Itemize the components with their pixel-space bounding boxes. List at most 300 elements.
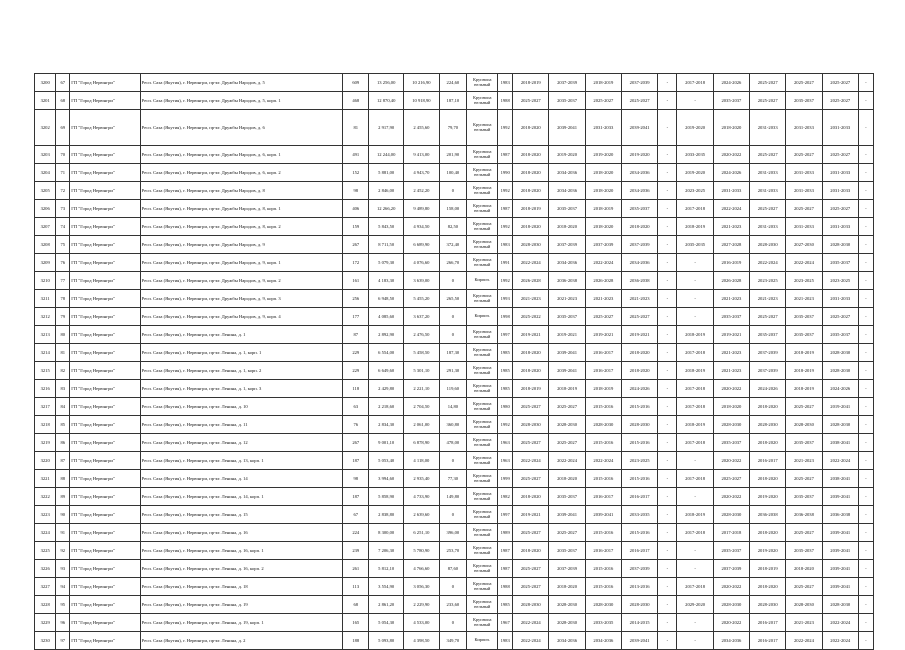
period-3-cell: 2018-2020 — [585, 182, 621, 200]
period-10-cell: 2022-2024 — [822, 632, 858, 650]
organization-cell: ГП "Город Нерюнгри" — [70, 236, 140, 254]
table-row — [35, 92, 874, 110]
period-6-cell: 2018-2019 — [677, 506, 713, 524]
organization-cell: ГП "Город Нерюнгри" — [70, 254, 140, 272]
period-9-cell: 2028-2030 — [786, 416, 822, 434]
period-4-cell: 2034-2036 — [621, 182, 657, 200]
address-cell: Респ. Саха (Якутия), г. Нерюнгри, пр-кт. Ленина, д. 10 — [140, 398, 343, 416]
living-area-cell: 2 476,50 — [404, 326, 439, 344]
period-8-cell: 2025-2027 — [750, 74, 786, 92]
table-row — [35, 470, 874, 488]
organization-cell: ГП "Город Нерюнгри" — [70, 74, 140, 92]
period-11-cell: - — [858, 182, 873, 200]
row-number-cell: 3225 — [35, 542, 56, 560]
period-6-cell: 2017-2018 — [677, 200, 713, 218]
row-number-cell: 3216 — [35, 380, 56, 398]
nonresidential-area-cell: 82,50 — [439, 218, 467, 236]
period-7-cell: 2020-2022 — [713, 452, 749, 470]
period-9-cell: 2021-2023 — [786, 614, 822, 632]
address-cell: Респ. Саха (Якутия), г. Нерюнгри, пр-кт. Ленина, д. 19, корп. 1 — [140, 614, 343, 632]
period-4-cell: 2035-2037 — [621, 200, 657, 218]
period-2-cell: 2039-2041 — [549, 506, 585, 524]
row-index-cell: 81 — [56, 344, 70, 362]
period-4-cell: 2033-2035 — [621, 506, 657, 524]
row-number-cell: 3215 — [35, 362, 56, 380]
period-2-cell: 2022-2024 — [549, 452, 585, 470]
period-10-cell: 2038-2041 — [822, 470, 858, 488]
apartments-cell: 165 — [343, 614, 369, 632]
period-3-cell: 2019-2021 — [585, 326, 621, 344]
period-10-cell: 2031-2033 — [822, 218, 858, 236]
row-index-cell: 90 — [56, 506, 70, 524]
period-4-cell: 2021-2023 — [621, 290, 657, 308]
period-4-cell: 2037-2039 — [621, 74, 657, 92]
organization-cell: ГП "Город Нерюнгри" — [70, 470, 140, 488]
row-index-cell: 70 — [56, 146, 70, 164]
wall-material-cell: Крупнопа нельный — [467, 218, 498, 236]
period-11-cell: - — [858, 308, 873, 326]
table-row — [35, 182, 874, 200]
row-index-cell: 79 — [56, 308, 70, 326]
row-index-cell: 87 — [56, 452, 70, 470]
address-cell: Респ. Саха (Якутия), г. Нерюнгри, пр-кт. Ленина, д. 14, корп. 1 — [140, 488, 343, 506]
period-11-cell: - — [858, 578, 873, 596]
table-row — [35, 488, 874, 506]
nonresidential-area-cell: 0 — [439, 272, 467, 290]
table-row — [35, 218, 874, 236]
organization-cell: ГП "Город Нерюнгри" — [70, 560, 140, 578]
period-2-cell: 2025-2027 — [549, 398, 585, 416]
period-6-cell: 2017-2018 — [677, 434, 713, 452]
period-1-cell: 2025-2027 — [513, 434, 549, 452]
period-5-cell: - — [658, 182, 677, 200]
period-7-cell: 2022-2024 — [713, 200, 749, 218]
table-row — [35, 74, 874, 92]
apartments-cell: 63 — [343, 398, 369, 416]
period-9-cell: 2021-2023 — [786, 452, 822, 470]
row-index-cell: 94 — [56, 578, 70, 596]
period-5-cell: - — [658, 578, 677, 596]
period-7-cell: 2031-2033 — [713, 182, 749, 200]
build-year-cell: 1990 — [498, 164, 513, 182]
build-year-cell: 1998 — [498, 308, 513, 326]
nonresidential-area-cell: 0 — [439, 578, 467, 596]
period-1-cell: 2025-2027 — [513, 92, 549, 110]
organization-cell: ГП "Город Нерюнгри" — [70, 308, 140, 326]
period-3-cell: 2039-2041 — [585, 506, 621, 524]
table-row — [35, 236, 874, 254]
organization-cell: ГП "Город Нерюнгри" — [70, 200, 140, 218]
table-row — [35, 164, 874, 182]
wall-material-cell: Кирпич. — [467, 308, 498, 326]
period-2-cell: 2034-2036 — [549, 632, 585, 650]
period-2-cell: 2035-2037 — [549, 542, 585, 560]
period-11-cell: - — [858, 416, 873, 434]
period-1-cell: 2019-2021 — [513, 326, 549, 344]
row-index-cell: 80 — [56, 326, 70, 344]
organization-cell: ГП "Город Нерюнгри" — [70, 92, 140, 110]
organization-cell: ГП "Город Нерюнгри" — [70, 524, 140, 542]
period-1-cell: 2018-2020 — [513, 488, 549, 506]
table-row — [35, 506, 874, 524]
table-row — [35, 200, 874, 218]
period-5-cell: - — [658, 398, 677, 416]
row-index-cell: 69 — [56, 110, 70, 146]
period-6-cell: 2019-2020 — [677, 164, 713, 182]
period-7-cell: 2020-2022 — [713, 488, 749, 506]
address-cell: Респ. Саха (Якутия), г. Нерюнгри, пр-кт. Ленина, д. 14 — [140, 470, 343, 488]
address-cell: Респ. Саха (Якутия), г. Нерюнгри, пр-кт. Дружбы Народов, д. 8, корп. 1 — [140, 200, 343, 218]
period-10-cell: 2025-2027 — [822, 92, 858, 110]
apartments-cell: 406 — [343, 200, 369, 218]
total-area-cell: 7 206,30 — [369, 542, 404, 560]
period-1-cell: 2018-2019 — [513, 380, 549, 398]
table-row — [35, 632, 874, 650]
row-number-cell: 3211 — [35, 290, 56, 308]
address-cell: Респ. Саха (Якутия), г. Нерюнгри, пр-кт. Ленина, д. 13, корп. 1 — [140, 452, 343, 470]
period-9-cell: 2027-2030 — [786, 236, 822, 254]
apartments-cell: 609 — [343, 74, 369, 92]
row-number-cell: 3218 — [35, 416, 56, 434]
period-1-cell: 2025-2027 — [513, 560, 549, 578]
table-row — [35, 560, 874, 578]
table-row — [35, 452, 874, 470]
table-row — [35, 542, 874, 560]
period-11-cell: - — [858, 560, 873, 578]
total-area-cell: 2 834,30 — [369, 416, 404, 434]
apartments-cell: 159 — [343, 218, 369, 236]
total-area-cell: 2 846,00 — [369, 182, 404, 200]
build-year-cell: 1988 — [498, 578, 513, 596]
row-index-cell: 85 — [56, 416, 70, 434]
total-area-cell: 5 843,50 — [369, 218, 404, 236]
period-3-cell: 2015-2016 — [585, 524, 621, 542]
period-4-cell: 2015-2016 — [621, 470, 657, 488]
period-8-cell: 2036-2038 — [750, 506, 786, 524]
period-9-cell: 2028-2030 — [786, 596, 822, 614]
period-7-cell: 2020-2022 — [713, 614, 749, 632]
build-year-cell: 1963 — [498, 434, 513, 452]
row-index-cell: 82 — [56, 362, 70, 380]
row-number-cell: 3200 — [35, 74, 56, 92]
wall-material-cell: Крупнопа нельный — [467, 182, 498, 200]
period-5-cell: - — [658, 488, 677, 506]
living-area-cell: 9 489,80 — [404, 200, 439, 218]
period-7-cell: 2028-2030 — [713, 416, 749, 434]
period-10-cell: 2038-2041 — [822, 434, 858, 452]
period-10-cell: 2039-2041 — [822, 542, 858, 560]
period-10-cell: 2022-2024 — [822, 614, 858, 632]
period-9-cell: 2022-2024 — [786, 632, 822, 650]
nonresidential-area-cell: 77,30 — [439, 470, 467, 488]
period-11-cell: - — [858, 164, 873, 182]
living-area-cell: 9 413,00 — [404, 146, 439, 164]
period-1-cell: 2028-2030 — [513, 236, 549, 254]
build-year-cell: 1982 — [498, 488, 513, 506]
row-index-cell: 92 — [56, 542, 70, 560]
period-6-cell: 2017-2018 — [677, 398, 713, 416]
address-cell: Респ. Саха (Якутия), г. Нерюнгри, пр-кт. Ленина, д. 1, корп. 2 — [140, 362, 343, 380]
period-8-cell: 2025-2027 — [750, 308, 786, 326]
period-2-cell: 2036-2038 — [549, 272, 585, 290]
period-3-cell: 2019-2020 — [585, 146, 621, 164]
period-11-cell: - — [858, 362, 873, 380]
period-4-cell: 2018-2020 — [621, 362, 657, 380]
period-7-cell: 2019-2021 — [713, 326, 749, 344]
period-5-cell: - — [658, 74, 677, 92]
living-area-cell: 2 455,60 — [404, 110, 439, 146]
nonresidential-area-cell: 360,80 — [439, 416, 467, 434]
row-number-cell: 3206 — [35, 200, 56, 218]
nonresidential-area-cell: 119,60 — [439, 380, 467, 398]
table-row — [35, 524, 874, 542]
period-10-cell: 2039-2041 — [822, 524, 858, 542]
period-1-cell: 2022-2024 — [513, 254, 549, 272]
period-6-cell: - — [677, 614, 713, 632]
period-2-cell: 2035-2037 — [549, 92, 585, 110]
wall-material-cell: Кирпич. — [467, 632, 498, 650]
address-cell: Респ. Саха (Якутия), г. Нерюнгри, пр-кт. Дружбы Народов, д. 9, корп. 2 — [140, 272, 343, 290]
period-8-cell: 2025-2027 — [750, 146, 786, 164]
period-11-cell: - — [858, 506, 873, 524]
period-6-cell: 2018-2019 — [677, 218, 713, 236]
row-index-cell: 97 — [56, 632, 70, 650]
period-4-cell: 2019-2021 — [621, 326, 657, 344]
period-10-cell: 2035-2037 — [822, 254, 858, 272]
nonresidential-area-cell: 265,50 — [439, 290, 467, 308]
period-6-cell: - — [677, 632, 713, 650]
period-5-cell: - — [658, 470, 677, 488]
period-3-cell: 2016-2017 — [585, 542, 621, 560]
row-number-cell: 3224 — [35, 524, 56, 542]
period-6-cell: 2019-2020 — [677, 110, 713, 146]
period-10-cell: 2031-2033 — [822, 182, 858, 200]
period-8-cell: 2028-2030 — [750, 416, 786, 434]
period-10-cell: 2025-2027 — [822, 74, 858, 92]
period-1-cell: 2018-2020 — [513, 146, 549, 164]
nonresidential-area-cell: 187,10 — [439, 92, 467, 110]
period-5-cell: - — [658, 218, 677, 236]
period-11-cell: - — [858, 74, 873, 92]
row-index-cell: 73 — [56, 200, 70, 218]
living-area-cell: 3 056,30 — [404, 578, 439, 596]
build-year-cell: 1992 — [498, 218, 513, 236]
period-5-cell: - — [658, 308, 677, 326]
period-3-cell: 2015-2016 — [585, 578, 621, 596]
period-1-cell: 2018-2020 — [513, 344, 549, 362]
period-8-cell: 2035-2037 — [750, 326, 786, 344]
organization-cell: ГП "Город Нерюнгри" — [70, 506, 140, 524]
period-4-cell: 2034-2036 — [621, 254, 657, 272]
period-8-cell: 2019-2020 — [750, 488, 786, 506]
row-number-cell: 3202 — [35, 110, 56, 146]
build-year-cell: 1991 — [498, 254, 513, 272]
period-1-cell: 2028-2030 — [513, 596, 549, 614]
row-index-cell: 71 — [56, 164, 70, 182]
period-7-cell: 2035-2037 — [713, 542, 749, 560]
address-cell: Респ. Саха (Якутия), г. Нерюнгри, пр-кт. Ленина, д. 16, корп. 1 — [140, 542, 343, 560]
period-11-cell: - — [858, 92, 873, 110]
total-area-cell: 6 649,60 — [369, 362, 404, 380]
period-7-cell: 2035-2037 — [713, 308, 749, 326]
period-2-cell: 2035-2037 — [549, 488, 585, 506]
period-7-cell: 2035-2037 — [713, 434, 749, 452]
row-number-cell: 3209 — [35, 254, 56, 272]
period-2-cell: 2019-2021 — [549, 326, 585, 344]
period-6-cell: 2018-2019 — [677, 326, 713, 344]
table-row — [35, 272, 874, 290]
period-9-cell: 2035-2037 — [786, 542, 822, 560]
period-2-cell: 2018-2020 — [549, 218, 585, 236]
period-8-cell: 2031-2033 — [750, 182, 786, 200]
period-4-cell: 2028-2030 — [621, 416, 657, 434]
period-9-cell: 2035-2037 — [786, 488, 822, 506]
period-4-cell: 2015-2016 — [621, 524, 657, 542]
period-10-cell: 2028-2030 — [822, 236, 858, 254]
period-11-cell: - — [858, 380, 873, 398]
period-2-cell: 2019-2020 — [549, 146, 585, 164]
build-year-cell: 1985 — [498, 596, 513, 614]
organization-cell: ГП "Город Нерюнгри" — [70, 380, 140, 398]
wall-material-cell: Крупнопа нельный — [467, 434, 498, 452]
build-year-cell: 1987 — [498, 560, 513, 578]
period-6-cell: 2029-2020 — [677, 596, 713, 614]
row-number-cell: 3222 — [35, 488, 56, 506]
period-8-cell: 2018-2020 — [750, 470, 786, 488]
table-row — [35, 326, 874, 344]
period-10-cell: 2028-2030 — [822, 362, 858, 380]
period-10-cell: 2031-2033 — [822, 290, 858, 308]
period-4-cell: 2016-2017 — [621, 488, 657, 506]
period-6-cell: 2017-2018 — [677, 380, 713, 398]
organization-cell: ГП "Город Нерюнгри" — [70, 632, 140, 650]
table-row — [35, 416, 874, 434]
build-year-cell: 1992 — [498, 416, 513, 434]
period-5-cell: - — [658, 560, 677, 578]
address-cell: Респ. Саха (Якутия), г. Нерюнгри, пр-кт. Ленина, д. 18 — [140, 578, 343, 596]
nonresidential-area-cell: 0 — [439, 326, 467, 344]
period-2-cell: 2039-2041 — [549, 344, 585, 362]
row-index-cell: 93 — [56, 560, 70, 578]
wall-material-cell: Крупнопа нельный — [467, 560, 498, 578]
period-3-cell: 2015-2016 — [585, 434, 621, 452]
living-area-cell: 5 455,20 — [404, 290, 439, 308]
period-2-cell: 2034-2036 — [549, 164, 585, 182]
table-row — [35, 362, 874, 380]
period-10-cell: 2025-2027 — [822, 200, 858, 218]
period-9-cell: 2021-2023 — [786, 290, 822, 308]
period-5-cell: - — [658, 542, 677, 560]
period-7-cell: 2027-2028 — [713, 236, 749, 254]
address-cell: Респ. Саха (Якутия), г. Нерюнгри, пр-кт. Ленина, д. 19 — [140, 596, 343, 614]
wall-material-cell: Крупнопа нельный — [467, 344, 498, 362]
period-10-cell: 2019-2041 — [822, 398, 858, 416]
row-index-cell: 72 — [56, 182, 70, 200]
address-cell: Респ. Саха (Якутия), г. Нерюнгри, пр-кт. Дружбы Народов, д. 8, корп. 2 — [140, 218, 343, 236]
build-year-cell: 1999 — [498, 470, 513, 488]
row-number-cell: 3210 — [35, 272, 56, 290]
period-8-cell: 2023-2025 — [750, 272, 786, 290]
living-area-cell: 4 398,50 — [404, 632, 439, 650]
apartments-cell: 177 — [343, 308, 369, 326]
apartments-cell: 68 — [343, 596, 369, 614]
period-7-cell: 2028-2030 — [713, 506, 749, 524]
period-5-cell: - — [658, 146, 677, 164]
apartments-cell: 468 — [343, 92, 369, 110]
address-cell: Респ. Саха (Якутия), г. Нерюнгри, пр-кт. Дружбы Народов, д. 8 — [140, 182, 343, 200]
period-10-cell: 2025-2027 — [822, 308, 858, 326]
period-8-cell: 2016-2017 — [750, 632, 786, 650]
organization-cell: ГП "Город Нерюнгри" — [70, 416, 140, 434]
period-5-cell: - — [658, 272, 677, 290]
address-cell: Респ. Саха (Якутия), г. Нерюнгри, пр-кт. Дружбы Народов, д. 9, корп. 4 — [140, 308, 343, 326]
row-index-cell: 76 — [56, 254, 70, 272]
period-3-cell: 2016-2017 — [585, 488, 621, 506]
period-6-cell: - — [677, 560, 713, 578]
period-11-cell: - — [858, 110, 873, 146]
organization-cell: ГП "Город Нерюнгри" — [70, 218, 140, 236]
row-number-cell: 3207 — [35, 218, 56, 236]
period-8-cell: 2018-2020 — [750, 524, 786, 542]
nonresidential-area-cell: 266,70 — [439, 254, 467, 272]
row-number-cell: 3204 — [35, 164, 56, 182]
period-1-cell: 2018-2020 — [513, 110, 549, 146]
wall-material-cell: Крупнопа нельный — [467, 524, 498, 542]
period-8-cell: 2028-2030 — [750, 236, 786, 254]
period-2-cell: 2039-2041 — [549, 362, 585, 380]
period-2-cell: 2037-2039 — [549, 74, 585, 92]
living-area-cell: 5 458,50 — [404, 344, 439, 362]
period-5-cell: - — [658, 614, 677, 632]
period-1-cell: 2019-2021 — [513, 506, 549, 524]
period-6-cell: 2017-2018 — [677, 74, 713, 92]
apartments-cell: 118 — [343, 380, 369, 398]
build-year-cell: 1985 — [498, 380, 513, 398]
period-8-cell: 2037-2039 — [750, 344, 786, 362]
period-3-cell: 2028-2030 — [585, 596, 621, 614]
period-11-cell: - — [858, 542, 873, 560]
row-number-cell: 3208 — [35, 236, 56, 254]
period-7-cell: 2021-2023 — [713, 362, 749, 380]
period-9-cell: 2022-2024 — [786, 254, 822, 272]
build-year-cell: 1997 — [498, 326, 513, 344]
period-1-cell: 2025-2027 — [513, 524, 549, 542]
table-row — [35, 146, 874, 164]
period-3-cell: 2018-2019 — [585, 380, 621, 398]
table-row — [35, 308, 874, 326]
period-11-cell: - — [858, 218, 873, 236]
table-row — [35, 596, 874, 614]
total-area-cell: 5 053,40 — [369, 452, 404, 470]
period-11-cell: - — [858, 146, 873, 164]
period-7-cell: 2025-2027 — [713, 470, 749, 488]
period-7-cell: 2035-2037 — [713, 92, 749, 110]
living-area-cell: 6 878,90 — [404, 434, 439, 452]
period-8-cell: 2037-2039 — [750, 362, 786, 380]
living-area-cell: 4 533,00 — [404, 614, 439, 632]
address-cell: Респ. Саха (Якутия), г. Нерюнгри, пр-кт. Ленина, д. 16 — [140, 524, 343, 542]
period-3-cell: 2033-2035 — [585, 614, 621, 632]
period-5-cell: - — [658, 596, 677, 614]
row-number-cell: 3227 — [35, 578, 56, 596]
period-6-cell: 2017-2018 — [677, 578, 713, 596]
table-row — [35, 254, 874, 272]
living-area-cell: 4 766,60 — [404, 560, 439, 578]
nonresidential-area-cell: 224,60 — [439, 74, 467, 92]
period-2-cell: 2028-2030 — [549, 596, 585, 614]
period-7-cell: 2020-2022 — [713, 380, 749, 398]
period-7-cell: 2028-2030 — [713, 596, 749, 614]
